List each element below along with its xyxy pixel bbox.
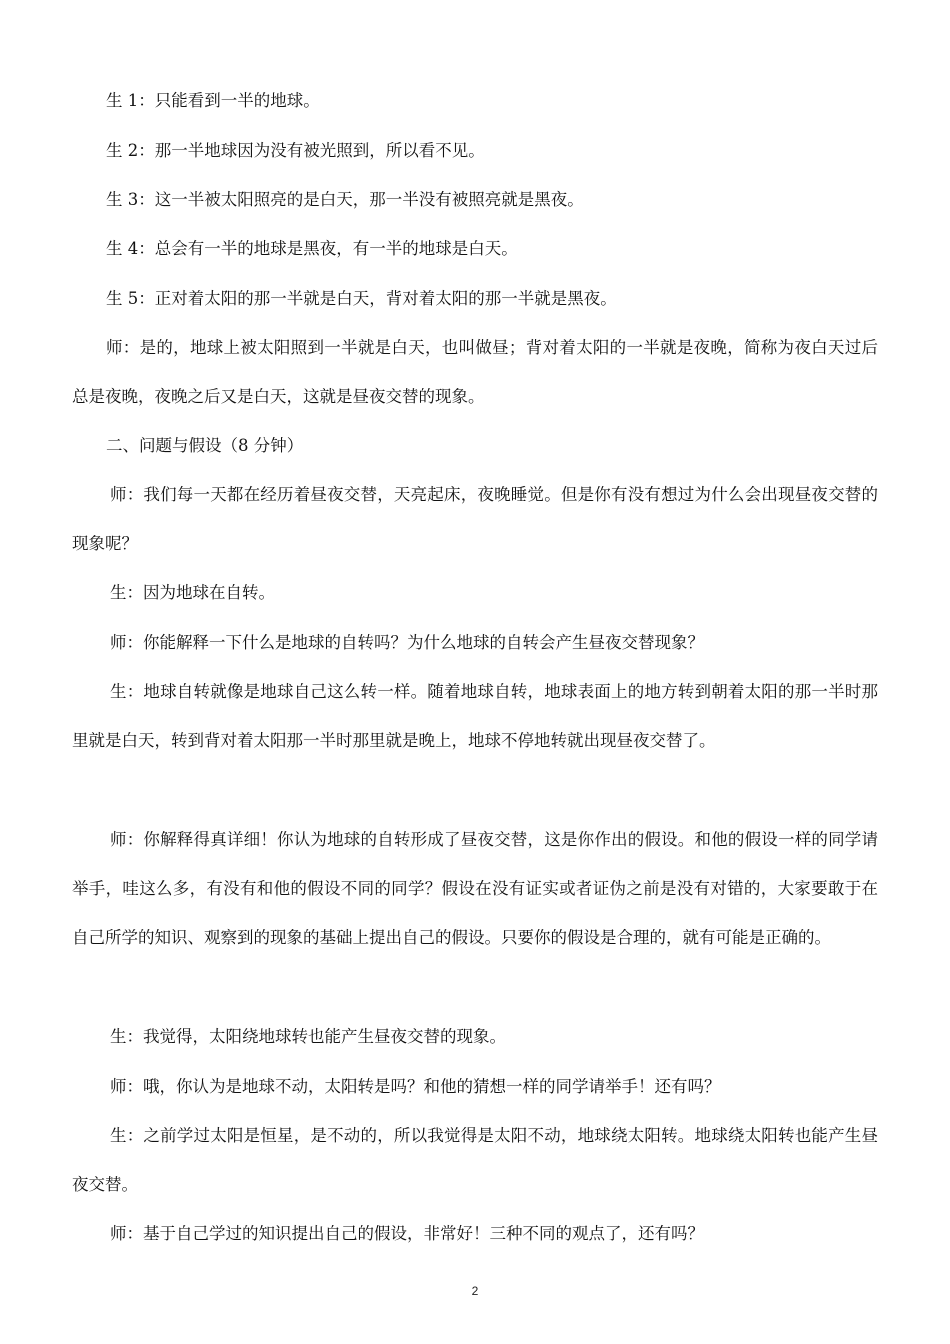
paragraph-teacher-guess: 师：哦，你认为是地球不动，太阳转是吗？和他的猜想一样的同学请举手！还有吗？ xyxy=(110,1077,721,1096)
paragraph-student-1: 生 1：只能看到一半的地球。 xyxy=(106,91,320,110)
paragraph-teacher-day-night: 师：是的，地球上被太阳照到一半就是白天，也叫做昼；背对着太阳的一半就是夜晚，简称为夜白天过后总是夜晚，夜晚之后又是白天，这就是昼夜交替的现象。 xyxy=(72,338,878,406)
paragraph-teacher-question: 师：我们每一天都在经历着昼夜交替，天亮起床，夜晚睡觉。但是你有没有想过为什么会出现昼夜交替的现象呢？ xyxy=(72,485,878,553)
paragraph-student-2: 生 2：那一半地球因为没有被光照到，所以看不见。 xyxy=(106,141,485,160)
paragraph-student-rotation: 生：因为地球在自转。 xyxy=(110,583,275,602)
paragraph-student-5: 生 5：正对着太阳的那一半就是白天，背对着太阳的那一半就是黑夜。 xyxy=(106,289,617,308)
paragraph-student-3: 生 3：这一半被太阳照亮的是白天，那一半没有被照亮就是黑夜。 xyxy=(106,190,584,209)
paragraph-teacher-hypothesis: 师：你解释得真详细！你认为地球的自转形成了昼夜交替，这是你作出的假设。和他的假设一样的同学请举手，哇这么多，有没有和他的假设不同的同学？假设在没有证实或者证伪之前是没有对错的，大家要敢于在自己所学的知识、观察到的现象的基础上提出自己的假设。只要你的假设是合理的，就有可能是正确的。 xyxy=(72,830,878,947)
paragraph-student-earth-orbit: 生：之前学过太阳是恒星，是不动的，所以我觉得是太阳不动，地球绕太阳转。地球绕太阳转也能产生昼夜交替。 xyxy=(72,1126,878,1194)
section-heading-questions: 二、问题与假设（8 分钟） xyxy=(106,436,304,455)
page-number: 2 xyxy=(471,1284,479,1298)
paragraph-student-4: 生 4：总会有一半的地球是黑夜，有一半的地球是白天。 xyxy=(106,239,518,258)
paragraph-student-explain: 生：地球自转就像是地球自己这么转一样。随着地球自转，地球表面上的地方转到朝着太阳的那一半时那里就是白天，转到背对着太阳那一半时那里就是晚上，地球不停地转就出现昼夜交替了。 xyxy=(72,682,878,750)
paragraph-teacher-praise: 师：基于自己学过的知识提出自己的假设，非常好！三种不同的观点了，还有吗？ xyxy=(110,1224,704,1243)
paragraph-teacher-explain: 师：你能解释一下什么是地球的自转吗？为什么地球的自转会产生昼夜交替现象？ xyxy=(110,633,704,652)
paragraph-student-sun-orbit: 生：我觉得，太阳绕地球转也能产生昼夜交替的现象。 xyxy=(110,1027,506,1046)
